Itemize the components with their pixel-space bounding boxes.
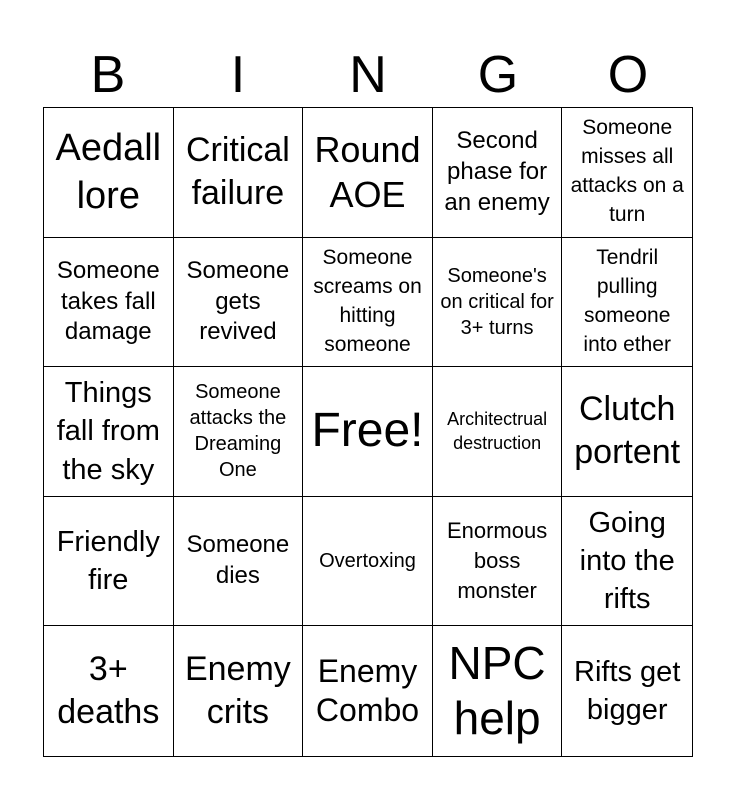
header-letter-b: B bbox=[90, 46, 126, 104]
header-letter-i: I bbox=[230, 46, 246, 104]
cell-text: Architectrual destruction bbox=[447, 409, 548, 454]
cell-text: Someone attacks the Dreaming One bbox=[189, 381, 287, 482]
cell-text: Someone's on critical for 3+ turns bbox=[440, 264, 554, 339]
cell-text: Someone screams on hitting someone bbox=[313, 245, 422, 356]
cell-text: Someone dies bbox=[186, 531, 290, 590]
cell-text: Things fall from the sky bbox=[56, 377, 160, 486]
bingo-cell-4-4[interactable] bbox=[433, 497, 563, 627]
cell-text: Going into the rifts bbox=[579, 506, 675, 616]
bingo-cell-4-3[interactable] bbox=[303, 497, 433, 627]
bingo-cell-4-2[interactable] bbox=[174, 497, 304, 627]
bingo-cell-3-2[interactable] bbox=[174, 367, 304, 497]
bingo-cell-3-1[interactable] bbox=[44, 367, 174, 497]
cell-text: Enemy crits bbox=[184, 650, 291, 732]
cell-text: Friendly fire bbox=[56, 525, 160, 597]
bingo-cell-5-2[interactable] bbox=[174, 626, 304, 756]
bingo-cell-2-1[interactable] bbox=[44, 238, 174, 368]
bingo-cell-3-5[interactable] bbox=[562, 367, 692, 497]
cell-text: Someone misses all attacks on a turn bbox=[570, 116, 684, 227]
cell-text: Clutch portent bbox=[574, 390, 681, 472]
header-letter-g: G bbox=[477, 46, 519, 104]
cell-text: Second phase for an enemy bbox=[444, 127, 550, 216]
cell-text: Round AOE bbox=[314, 129, 421, 216]
bingo-cell-1-4[interactable] bbox=[433, 108, 563, 238]
cell-text: Someone gets revived bbox=[186, 256, 290, 346]
bingo-cell-1-1[interactable] bbox=[44, 108, 174, 238]
cell-text: Overtoxing bbox=[319, 550, 416, 573]
cell-text: Someone takes fall damage bbox=[56, 256, 160, 346]
bingo-cell-2-4[interactable] bbox=[433, 238, 563, 368]
cell-text: Enormous boss monster bbox=[446, 518, 548, 604]
bingo-board bbox=[43, 107, 693, 757]
bingo-cell-5-4[interactable] bbox=[433, 626, 563, 756]
bingo-cell-1-5[interactable] bbox=[562, 108, 692, 238]
bingo-cell-4-1[interactable] bbox=[44, 497, 174, 627]
free-space-text: Free! bbox=[311, 404, 424, 458]
cell-text: Critical failure bbox=[185, 131, 290, 213]
bingo-cell-5-5[interactable] bbox=[562, 626, 692, 756]
bingo-cell-2-5[interactable] bbox=[562, 238, 692, 368]
bingo-cell-3-3[interactable] bbox=[303, 367, 433, 497]
bingo-cell-4-5[interactable] bbox=[562, 497, 692, 627]
header-letter-o: O bbox=[607, 46, 649, 104]
cell-text: Enemy Combo bbox=[315, 653, 420, 729]
cell-text: Aedall lore bbox=[55, 127, 162, 218]
bingo-cell-5-3[interactable] bbox=[303, 626, 433, 756]
bingo-cell-1-3[interactable] bbox=[303, 108, 433, 238]
cell-text: Tendril pulling someone into ether bbox=[583, 245, 671, 356]
bingo-header bbox=[43, 44, 693, 106]
cell-text: 3+ deaths bbox=[57, 650, 160, 732]
bingo-cell-5-1[interactable] bbox=[44, 626, 174, 756]
bingo-cell-2-3[interactable] bbox=[303, 238, 433, 368]
cell-text: NPC help bbox=[448, 637, 546, 745]
bingo-cell-2-2[interactable] bbox=[174, 238, 304, 368]
cell-text: Rifts get bigger bbox=[574, 655, 681, 727]
header-letter-n: N bbox=[349, 46, 387, 104]
bingo-cell-1-2[interactable] bbox=[174, 108, 304, 238]
bingo-cell-3-4[interactable] bbox=[433, 367, 563, 497]
